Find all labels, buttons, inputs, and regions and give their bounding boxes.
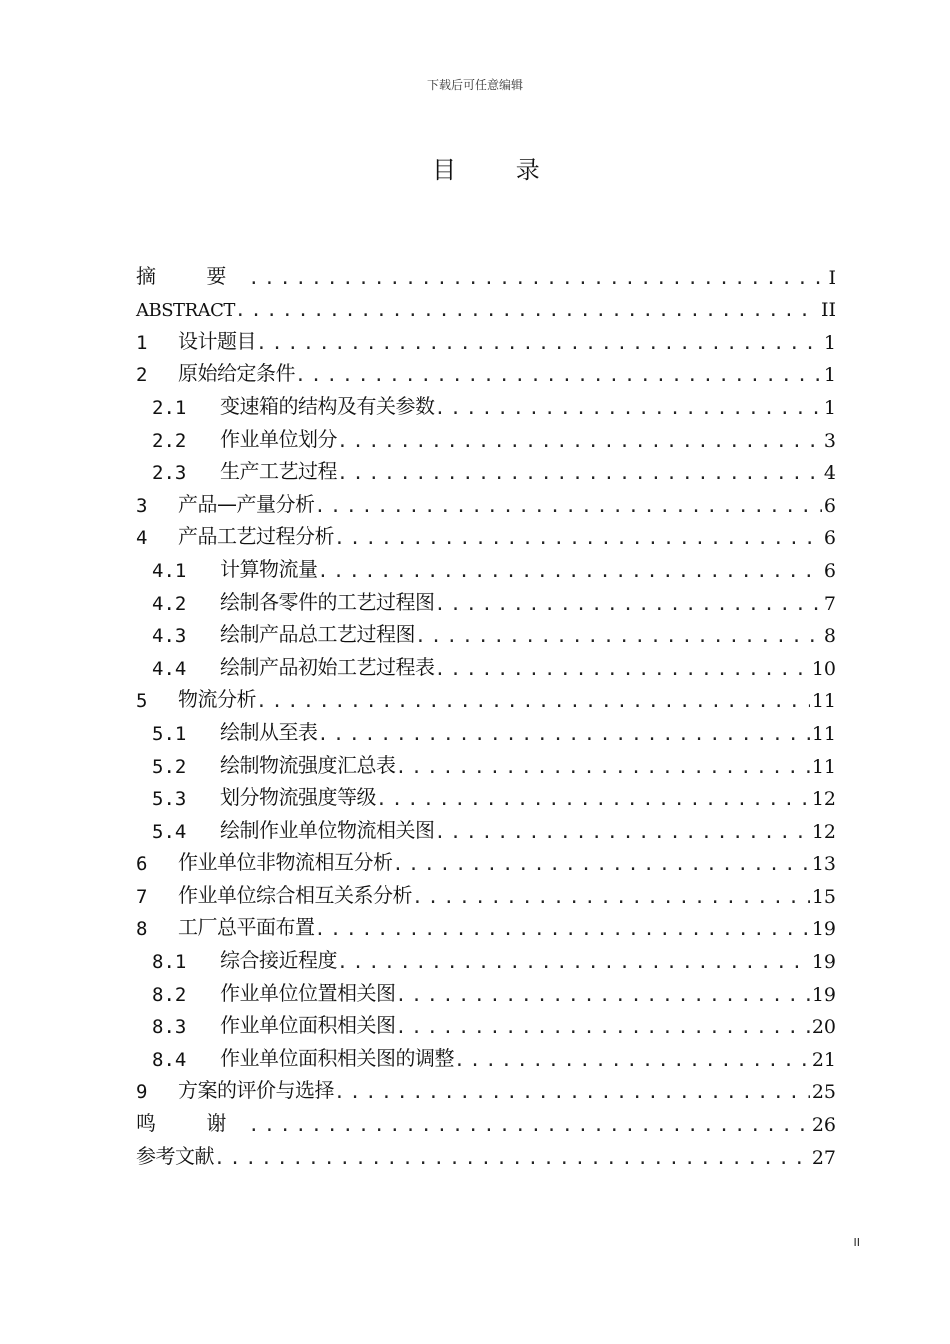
toc-entry-label: ABSTRACT — [136, 300, 235, 322]
toc-entry-page: 26 — [811, 1114, 836, 1137]
toc-entry[interactable] — [136, 1006, 836, 1039]
toc-entry-number: 4.4 — [152, 657, 187, 680]
toc-entry-page: 1 — [823, 364, 836, 387]
toc-entry-page: 11 — [811, 722, 836, 745]
toc-entry[interactable] — [136, 843, 836, 876]
toc-entry[interactable] — [136, 1136, 836, 1169]
page-number: II — [853, 1236, 860, 1249]
toc-entry-number: 4.1 — [152, 559, 187, 582]
toc-entry[interactable] — [136, 256, 836, 289]
toc-entry[interactable] — [136, 1038, 836, 1071]
toc-leader-dots — [235, 300, 819, 321]
toc-entry-page: 12 — [811, 788, 836, 811]
toc-entry[interactable] — [136, 1071, 836, 1104]
toc-entry-number: 9 — [136, 1081, 148, 1104]
toc-entry-number: 7 — [136, 885, 148, 908]
toc-leader-dots — [318, 561, 822, 582]
toc-entry-label: 变速箱的结构及有关参数 — [220, 393, 435, 418]
toc-entry-page: 8 — [823, 625, 836, 648]
toc-entry-number: 5.2 — [152, 755, 187, 778]
toc-entry-page: 13 — [811, 853, 836, 876]
toc-entry-label: 综合接近程度 — [220, 948, 337, 973]
toc-entry[interactable] — [136, 419, 836, 452]
toc-entry-label: 工厂总平面布置 — [178, 915, 315, 940]
toc-entry-page: 10 — [811, 657, 836, 680]
toc-entry-label: 绘制物流强度汇总表 — [220, 752, 396, 777]
toc-leader-dots — [435, 594, 822, 615]
toc-leader-dots — [337, 952, 810, 973]
toc-entry-label: 作业单位综合相互关系分析 — [178, 882, 412, 907]
toc-entry[interactable] — [136, 973, 836, 1006]
toc-leader-dots — [396, 1017, 810, 1038]
toc-entry-number: 4.3 — [152, 625, 187, 648]
toc-entry-label: 原始给定条件 — [178, 361, 295, 386]
toc-title: 目 录 — [432, 156, 566, 184]
toc-leader-dots — [396, 985, 810, 1006]
toc-entry-number: 8.4 — [152, 1048, 187, 1071]
toc-entry-number: 8 — [136, 918, 148, 941]
toc-entry[interactable] — [136, 484, 836, 517]
toc-entry[interactable] — [136, 745, 836, 778]
toc-leader-dots — [415, 626, 822, 647]
toc-entry-page: 20 — [811, 1016, 836, 1039]
toc-entry-label: 参考文献 — [136, 1143, 214, 1168]
toc-entry-page: 6 — [823, 559, 836, 582]
toc-entry-label: 产品—产量分析 — [178, 491, 315, 516]
toc-entry[interactable] — [136, 940, 836, 973]
toc-entry-page: II — [820, 299, 836, 322]
toc-entry[interactable] — [136, 321, 836, 354]
toc-entry-number: 5 — [136, 690, 148, 713]
toc-leader-dots — [256, 691, 810, 712]
toc-leader-dots — [435, 822, 810, 843]
toc-leader-dots — [256, 333, 822, 354]
toc-entry-page: I — [828, 266, 836, 289]
toc-entry-page: 19 — [811, 951, 836, 974]
toc-entry-number: 8.3 — [152, 1016, 187, 1039]
toc-leader-dots — [337, 463, 822, 484]
toc-entry-page: 11 — [811, 690, 836, 713]
toc-entry[interactable] — [136, 452, 836, 485]
toc-entry-number: 1 — [136, 331, 148, 354]
toc-leader-dots — [412, 887, 810, 908]
toc-entry[interactable] — [136, 810, 836, 843]
toc-leader-dots — [435, 398, 822, 419]
toc-entry-page: 27 — [811, 1146, 836, 1169]
toc-entry-number: 8.1 — [152, 951, 187, 974]
toc-entry-number: 5.4 — [152, 820, 187, 843]
toc-entry-label: 绘制产品总工艺过程图 — [220, 622, 415, 647]
toc-leader-dots — [396, 757, 810, 778]
toc-entry-page: 6 — [823, 494, 836, 517]
toc-leader-dots — [248, 268, 826, 289]
toc-leader-dots — [295, 365, 822, 386]
toc-leader-dots — [334, 1082, 810, 1103]
toc-entry-page: 7 — [823, 592, 836, 615]
toc-entry-page: 15 — [811, 885, 836, 908]
toc-entry-number: 4 — [136, 527, 148, 550]
toc-entry-number: 3 — [136, 494, 148, 517]
toc-entry-label: 方案的评价与选择 — [178, 1078, 334, 1103]
toc-entry-label: 划分物流强度等级 — [220, 785, 376, 810]
toc-entry[interactable] — [136, 680, 836, 713]
toc-entry-label: 绘制作业单位物流相关图 — [220, 817, 435, 842]
toc-entry-page: 12 — [811, 820, 836, 843]
toc-entry-page: 19 — [811, 918, 836, 941]
toc-entry-number: 8.2 — [152, 983, 187, 1006]
toc-leader-dots — [315, 496, 822, 517]
table-of-contents — [136, 256, 836, 1169]
toc-leader-dots — [318, 724, 810, 745]
toc-entry-number: 5.3 — [152, 788, 187, 811]
toc-entry-number: 2 — [136, 364, 148, 387]
toc-entry-number: 6 — [136, 853, 148, 876]
toc-entry-page: 21 — [811, 1048, 836, 1071]
toc-leader-dots — [214, 1148, 810, 1169]
toc-entry-number: 5.1 — [152, 722, 187, 745]
toc-leader-dots — [337, 431, 822, 452]
toc-entry-number: 2.2 — [152, 429, 187, 452]
toc-entry-page: 11 — [811, 755, 836, 778]
toc-entry-page: 1 — [823, 396, 836, 419]
toc-entry-label: 产品工艺过程分析 — [178, 524, 334, 549]
toc-entry-label: 设计题目 — [178, 328, 256, 353]
toc-entry[interactable] — [136, 712, 836, 745]
toc-entry-label: 绘制各零件的工艺过程图 — [220, 589, 435, 614]
toc-entry-label: 作业单位非物流相互分析 — [178, 850, 393, 875]
toc-entry[interactable] — [136, 386, 836, 419]
toc-entry-label: 作业单位面积相关图 — [220, 1013, 396, 1038]
toc-entry-number: 2.3 — [152, 462, 187, 485]
toc-entry[interactable] — [136, 647, 836, 680]
toc-entry-page: 3 — [823, 429, 836, 452]
toc-entry-label: 物流分析 — [178, 687, 256, 712]
toc-entry-page: 25 — [811, 1081, 836, 1104]
toc-entry-page: 6 — [823, 527, 836, 550]
toc-leader-dots — [393, 854, 810, 875]
toc-entry-label: 绘制从至表 — [220, 719, 318, 744]
toc-entry[interactable] — [136, 354, 836, 387]
toc-entry[interactable] — [136, 1103, 836, 1136]
toc-entry[interactable] — [136, 517, 836, 550]
toc-entry[interactable] — [136, 289, 836, 322]
toc-leader-dots — [334, 528, 822, 549]
toc-entry-label: 绘制产品初始工艺过程表 — [220, 654, 435, 679]
toc-leader-dots — [376, 789, 810, 810]
toc-entry-label: 摘 要 — [136, 263, 249, 288]
toc-entry-label: 鸣 谢 — [136, 1111, 249, 1136]
toc-entry-label: 作业单位位置相关图 — [220, 980, 396, 1005]
toc-leader-dots — [454, 1050, 810, 1071]
toc-entry-number: 2.1 — [152, 396, 187, 419]
toc-leader-dots — [315, 919, 810, 940]
toc-entry-page: 1 — [823, 331, 836, 354]
toc-entry-label: 生产工艺过程 — [220, 459, 337, 484]
toc-entry-number: 4.2 — [152, 592, 187, 615]
toc-entry-label: 作业单位面积相关图的调整 — [220, 1045, 454, 1070]
toc-leader-dots — [248, 1115, 809, 1136]
toc-entry-page: 4 — [823, 462, 836, 485]
toc-entry[interactable] — [136, 582, 836, 615]
toc-entry-label: 作业单位划分 — [220, 426, 337, 451]
toc-entry-page: 19 — [811, 983, 836, 1006]
toc-entry[interactable] — [136, 778, 836, 811]
toc-entry-label: 计算物流量 — [220, 556, 318, 581]
header-watermark: 下载后可任意编辑 — [426, 78, 523, 92]
toc-entry[interactable] — [136, 875, 836, 908]
toc-entry[interactable] — [136, 549, 836, 582]
toc-entry[interactable] — [136, 908, 836, 941]
toc-entry[interactable] — [136, 615, 836, 648]
toc-leader-dots — [435, 659, 810, 680]
